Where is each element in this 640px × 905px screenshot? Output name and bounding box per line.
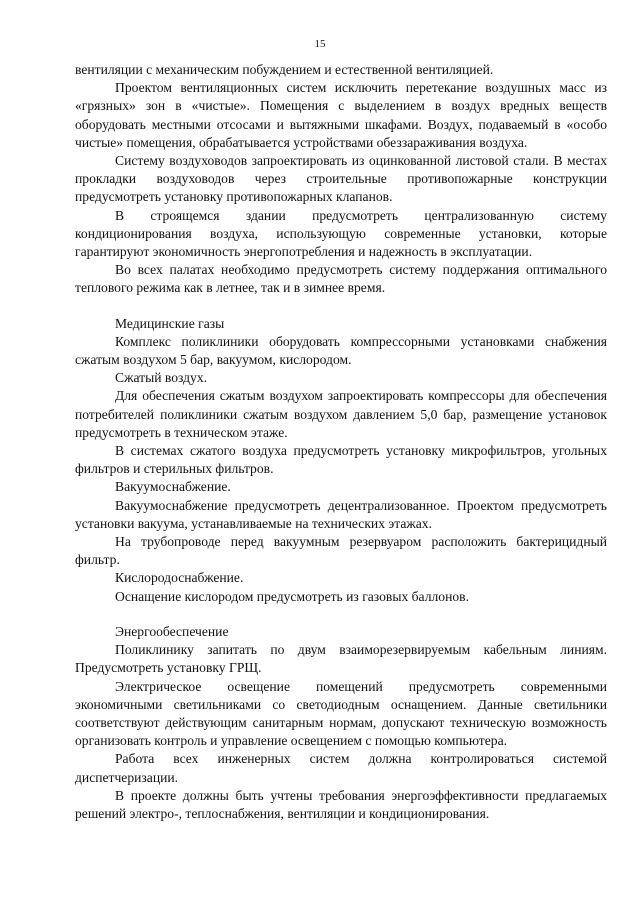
section-heading: Энергообеспечение xyxy=(115,623,229,639)
paragraph: Проектом вентиляционных систем исключить перетекание воздушных масс из «грязных» зон в «чистые». Помещения с выделением в воздух вредных веществ оборудовать местными отсосами и вытяжными шкафами. Воздух, подаваемый в «особо чистые» помещения, обрабатывается устройствами обеззараживания воздуха. xyxy=(75,80,607,150)
paragraph: Для обеспечения сжатым воздухом запроектировать компрессоры для обеспечения потребителей поликлиники сжатым воздухом давлением 5,0 бар, размещение установок предусмотреть в техническом этаже. xyxy=(75,388,607,440)
paragraph: На трубопроводе перед вакуумным резервуаром расположить бактерицидный фильтр. xyxy=(75,534,607,568)
paragraph: Работа всех инженерных систем должна контролироваться системой диспетчеризации. xyxy=(75,751,607,785)
paragraph: В системах сжатого воздуха предусмотреть установку микрофильтров, угольных фильтров и стерильных фильтров. xyxy=(75,443,607,477)
section-heading: Медицинские газы xyxy=(115,315,225,331)
paragraph: Поликлинику запитать по двум взаиморезервируемым кабельным линиям. Предусмотреть установку ГРЩ. xyxy=(75,642,607,676)
subsection-heading: Сжатый воздух. xyxy=(115,370,208,386)
subsection-heading: Вакуумоснабжение. xyxy=(115,479,231,495)
subsection-heading: Кислородоснабжение. xyxy=(115,570,244,586)
paragraph: Электрическое освещение помещений предусмотреть современными экономичными светильниками со светодиодным оснащением. Данные светильники соответствуют действующим санитарным нормам, допускают техническую возможность организовать контроль и управление освещением с помощью компьютера. xyxy=(75,678,607,749)
paragraph: вентиляции с механическим побуждением и естественной вентиляцией. xyxy=(75,62,494,77)
paragraph: Комплекс поликлиники оборудовать компрессорными установками снабжения сжатым воздухом 5 бар, вакуумом, кислородом. xyxy=(75,333,607,368)
paragraph: Во всех палатах необходимо предусмотреть систему поддержания оптимального теплового режима как в летнее, так и в зимнее время. xyxy=(75,262,607,296)
paragraph: В проекте должны быть учтены требования энергоэффективности предлагаемых решений электро-, теплоснабжения, вентиляции и кондиционирования. xyxy=(75,787,607,821)
paragraph: Систему воздуховодов запроектировать из оцинкованной листовой стали. В местах прокладки воздуховодов через строительные противопожарные конструкции предусмотреть установку противопожарных клапанов. xyxy=(75,153,607,205)
paragraph: Оснащение кислородом предусмотреть из газовых баллонов. xyxy=(115,588,469,604)
paragraph: В строящемся здании предусмотреть централизованную систему кондиционирования воздуха, использующую современные установки, которые гарантируют экономичность энергопотребления и надежность в эксплуатации. xyxy=(75,207,607,260)
document-body xyxy=(75,61,607,823)
paragraph: Вакуумоснабжение предусмотреть децентрализованное. Проектом предусмотреть установки вакуума, устанавливаемые на технических этажах. xyxy=(75,497,607,531)
section-gap xyxy=(75,298,607,315)
page-number: 15 xyxy=(314,38,326,50)
section-gap xyxy=(75,606,607,623)
